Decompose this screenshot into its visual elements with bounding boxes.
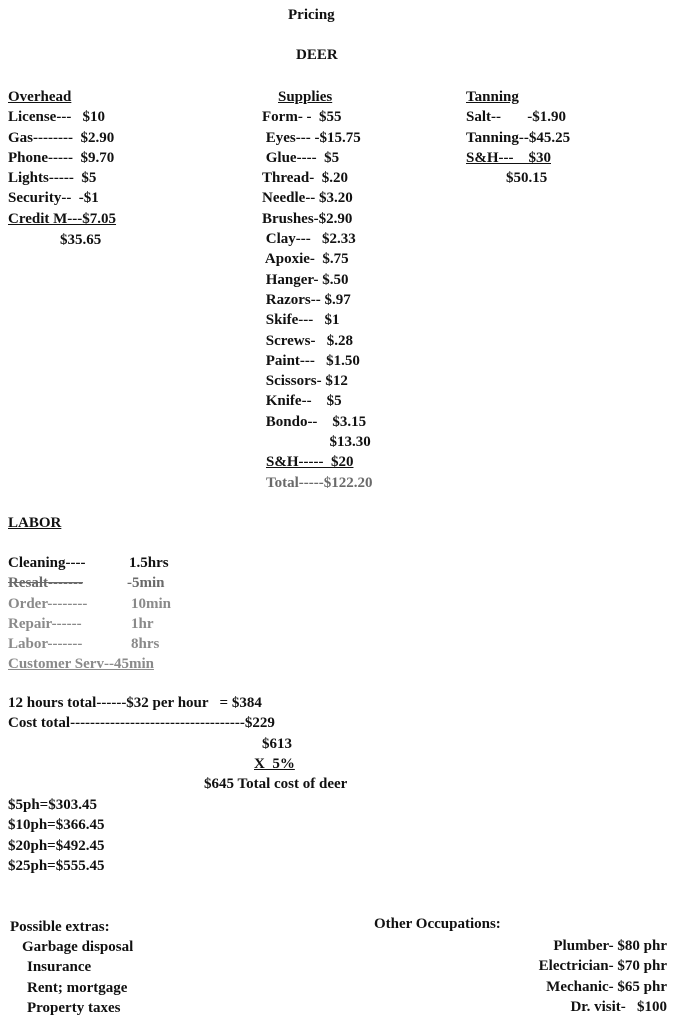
- labor-item-value: 1hr: [131, 615, 154, 632]
- labor-item: [8, 614, 154, 634]
- overhead-item-last: Credit M---$7.05: [8, 210, 117, 227]
- supplies-item: Razors-- $.97: [262, 291, 351, 308]
- supplies-item: Hanger- $.50: [262, 271, 349, 288]
- hours-total-line: 12 hours total------$32 per hour = $384: [8, 695, 262, 711]
- overhead-item: Security-- -$1: [8, 190, 99, 207]
- labor-item-label: Order--------: [8, 595, 88, 612]
- tanning-item: Salt-- -$1.90: [466, 109, 566, 126]
- occupation-item: Mechanic- $65 phr: [546, 978, 667, 995]
- tanning-section: [466, 87, 570, 168]
- labor-item: [8, 573, 165, 593]
- supplies-item: Eyes--- -$15.75: [262, 129, 361, 146]
- supplies-item: Paint--- $1.50: [262, 352, 360, 369]
- supplies-item: Needle-- $3.20: [262, 190, 353, 207]
- supplies-item: Brushes-$2.90: [262, 210, 353, 227]
- extras-item: Insurance: [27, 959, 92, 976]
- labor-item-label: Cleaning----: [8, 555, 86, 571]
- markup-multiplier: X 5%: [254, 756, 295, 772]
- overhead-item: Lights----- $5: [8, 170, 97, 187]
- supplies-item: Clay--- $2.33: [262, 231, 356, 248]
- extras-list: [22, 937, 133, 1018]
- labor-item-label: Repair------: [8, 615, 82, 632]
- overhead-item: Gas-------- $2.90: [8, 129, 115, 146]
- other-occupations-list: [539, 936, 667, 1017]
- overhead-heading: Overhead: [8, 89, 72, 105]
- overhead-item: License--- $10: [8, 109, 106, 126]
- labor-item: [8, 634, 160, 654]
- labor-item-value: 1.5hrs: [129, 555, 169, 571]
- labor-customer-service: Customer Serv--45min: [8, 656, 154, 673]
- overhead-item: Phone----- $9.70: [8, 149, 115, 166]
- extras-heading: Possible extras:: [10, 919, 110, 935]
- tanning-shipping: S&H--- $30: [466, 149, 551, 166]
- occupation-item: Electrician- $70 phr: [538, 958, 667, 975]
- labor-item-value: 8hrs: [131, 636, 160, 653]
- supplies-heading: Supplies: [278, 89, 333, 105]
- rate-item: $5ph=$303.45: [8, 797, 97, 813]
- labor-item: [8, 594, 172, 614]
- rates-list: [8, 795, 104, 876]
- page-title: Pricing: [288, 7, 335, 23]
- labor-heading: LABOR: [8, 515, 62, 531]
- extras-item: Rent; mortgage: [27, 979, 128, 996]
- page-subtitle: DEER: [296, 47, 338, 63]
- supplies-item: Thread- $.20: [262, 170, 348, 187]
- other-occupations-heading: Other Occupations:: [374, 916, 501, 932]
- tanning-total: $50.15: [506, 170, 548, 186]
- supplies-item: Apoxie- $.75: [262, 251, 349, 268]
- tanning-item: Tanning--$45.25: [466, 129, 571, 146]
- extras-item: Property taxes: [27, 999, 121, 1016]
- occupation-item: Dr. visit- $100: [570, 998, 667, 1015]
- labor-item: [8, 553, 169, 573]
- rate-item: $20ph=$492.45: [8, 837, 105, 854]
- extras-item: Garbage disposal: [22, 939, 134, 955]
- supplies-subtotal: $13.30: [262, 434, 371, 451]
- labor-item-label: Resalt-------: [8, 575, 83, 592]
- tanning-heading: Tanning: [466, 89, 519, 105]
- labor-item-label: Labor-------: [8, 636, 83, 653]
- cost-total-line: Cost total-----------------------------------$229: [8, 715, 275, 731]
- sum-total: $613: [262, 736, 292, 752]
- labor-item-value: 10min: [131, 595, 172, 612]
- supplies-item: Scissors- $12: [262, 373, 348, 390]
- supplies-item: Skife--- $1: [262, 312, 340, 329]
- rate-item: $25ph=$555.45: [8, 857, 105, 874]
- supplies-item: Form- - $55: [262, 109, 342, 126]
- occupation-item: Plumber- $80 phr: [553, 938, 667, 954]
- labor-section: [8, 553, 172, 675]
- supplies-item: Bondo-- $3.15: [262, 413, 367, 430]
- overhead-section: [8, 87, 116, 229]
- labor-item-value: -5min: [127, 575, 165, 592]
- overhead-total: $35.65: [60, 232, 102, 248]
- supplies-item: Screws- $.28: [262, 332, 353, 349]
- supplies-total: Total-----$122.20: [266, 474, 373, 491]
- supplies-item: Glue---- $5: [262, 149, 340, 166]
- supplies-section: [262, 87, 373, 493]
- supplies-item: Knife-- $5: [262, 393, 342, 410]
- rate-item: $10ph=$366.45: [8, 817, 105, 834]
- supplies-shipping: S&H----- $20: [266, 454, 354, 471]
- final-total: $645 Total cost of deer: [204, 776, 348, 792]
